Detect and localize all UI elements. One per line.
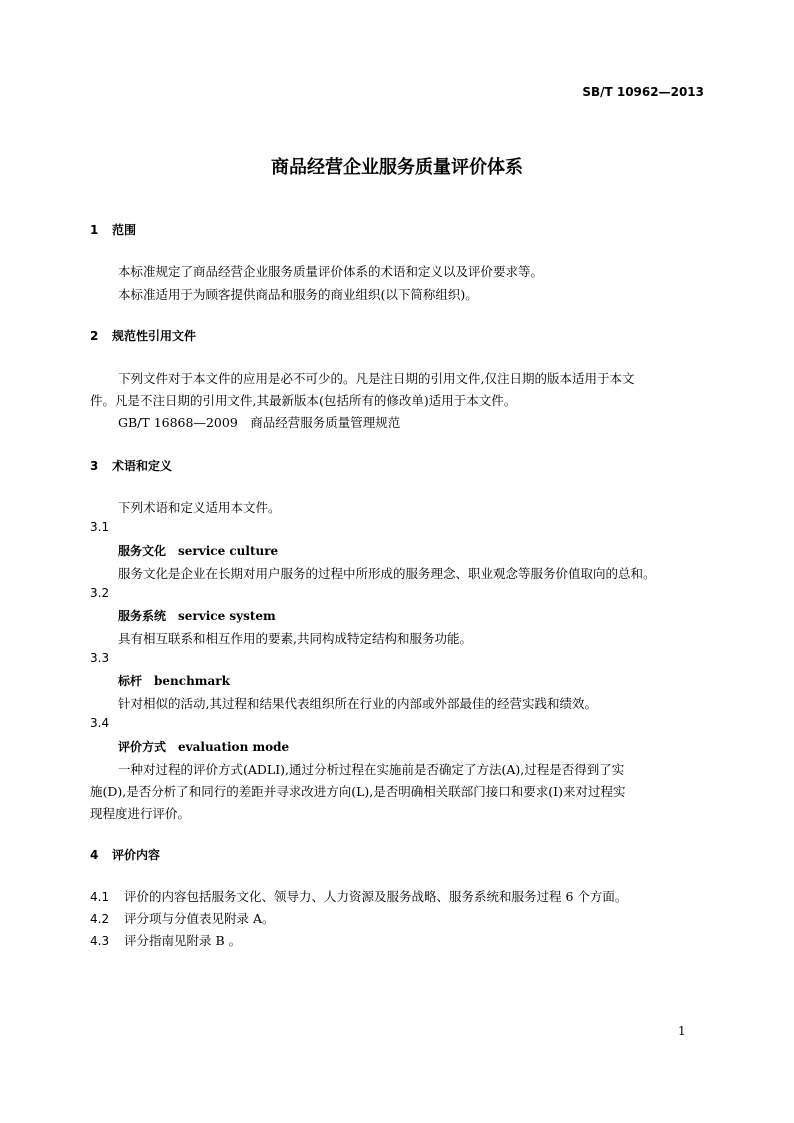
refs-document: GB/T 16868—2009 商品经营服务质量管理规范 <box>118 415 401 430</box>
term-definition-line-2: 施(D),是否分析了和同行的差距并寻求改进方向(L),是否明确相关联部门接口和要求(I)来对过程实 <box>90 784 626 799</box>
standard-number: SB/T 10962—2013 <box>582 85 704 99</box>
term-en: evaluation mode <box>178 740 290 754</box>
section-number: 1 <box>90 223 99 237</box>
term-definition: 具有相互联系和相互作用的要素,共同构成特定结构和服务功能。 <box>118 631 472 646</box>
section-heading-terms <box>90 457 172 474</box>
section-heading-scope <box>90 221 136 238</box>
term-heading <box>118 672 230 689</box>
term-zh: 服务文化 <box>118 544 167 558</box>
item-text: 评价的内容包括服务文化、领导力、人力资源及服务战略、服务系统和服务过程 6 个方面。 <box>124 889 628 904</box>
term-en: benchmark <box>154 674 230 688</box>
term-definition-line-3: 现程度进行评价。 <box>90 806 191 821</box>
section-title: 评价内容 <box>112 848 161 862</box>
item-number: 4.1 <box>90 890 110 904</box>
term-definition-line-1: 一种对过程的评价方式(ADLI),通过分析过程在实施前是否确定了方法(A),过程是否得到了实 <box>118 762 625 777</box>
term-definition: 服务文化是企业在长期对用户服务的过程中所形成的服务理念、职业观念等服务价值取向的总和。 <box>118 566 656 581</box>
section-number: 2 <box>90 329 99 343</box>
refs-paragraph-line-1: 下列文件对于本文件的应用是必不可少的。凡是注日期的引用文件,仅注日期的版本适用于本文 <box>118 371 635 386</box>
section-heading-content <box>90 846 160 863</box>
term-zh: 服务系统 <box>118 609 167 623</box>
term-en: service system <box>178 609 276 623</box>
term-heading <box>118 542 278 559</box>
page-number: 1 <box>678 1024 686 1038</box>
scope-paragraph-1: 本标准规定了商品经营企业服务质量评价体系的术语和定义以及评价要求等。 <box>118 264 544 279</box>
term-heading <box>118 738 289 755</box>
term-number: 3.3 <box>90 651 110 665</box>
term-number: 3.1 <box>90 520 110 534</box>
terms-intro: 下列术语和定义适用本文件。 <box>118 500 281 515</box>
term-en: service culture <box>178 544 279 558</box>
section-heading-refs <box>90 327 196 344</box>
content-item <box>90 887 627 905</box>
item-number: 4.3 <box>90 934 110 948</box>
term-number: 3.4 <box>90 716 110 730</box>
item-text: 评分指南见附录 B 。 <box>124 933 242 948</box>
scope-paragraph-2: 本标准适用于为顾客提供商品和服务的商业组织(以下简称组织)。 <box>118 287 478 302</box>
term-number: 3.2 <box>90 586 110 600</box>
content-item <box>90 909 275 927</box>
refs-paragraph-line-2: 件。凡是不注日期的引用文件,其最新版本(包括所有的修改单)适用于本文件。 <box>90 393 517 408</box>
item-text: 评分项与分值表见附录 A。 <box>124 911 275 926</box>
section-title: 规范性引用文件 <box>112 329 197 343</box>
section-number: 3 <box>90 459 99 473</box>
term-heading <box>118 607 276 624</box>
term-definition: 针对相似的活动,其过程和结果代表组织所在行业的内部或外部最佳的经营实践和绩效。 <box>118 696 597 711</box>
term-zh: 标杆 <box>118 674 143 688</box>
section-number: 4 <box>90 848 99 862</box>
section-title: 范围 <box>112 223 137 237</box>
term-zh: 评价方式 <box>118 740 167 754</box>
section-title: 术语和定义 <box>112 459 173 473</box>
content-item <box>90 931 241 949</box>
document-title: 商品经营企业服务质量评价体系 <box>271 157 523 178</box>
item-number: 4.2 <box>90 912 110 926</box>
